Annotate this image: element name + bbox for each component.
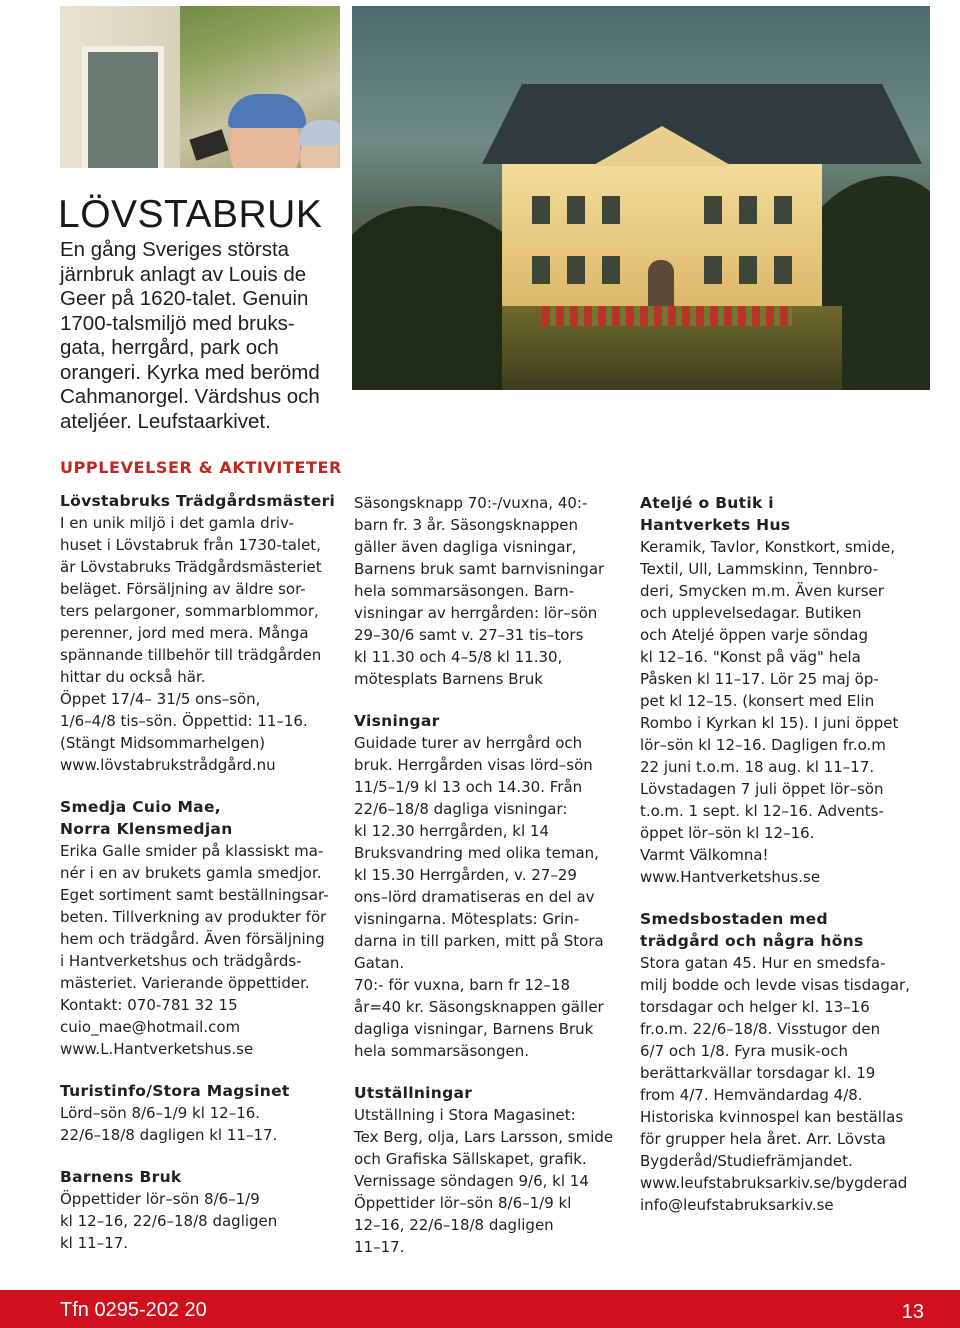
article-heading xyxy=(60,490,342,512)
footer-phone: Tfn 0295-202 20 xyxy=(60,1299,207,1321)
article-body xyxy=(640,952,925,1216)
article-heading-line: Hantverkets Hus xyxy=(640,516,791,534)
article-heading-line: Norra Klensmedjan xyxy=(60,820,233,838)
article-body-line: och upplevelsedagar. Butiken xyxy=(640,604,862,622)
article-body-line: pet kl 12–15. (konsert med Elin xyxy=(640,692,875,710)
column-3 xyxy=(640,492,925,1236)
article-body-line: Öppettider lör–sön 8/6–1/9 xyxy=(60,1190,260,1208)
article-body-line: år=40 kr. Säsongsknappen gäller xyxy=(354,998,604,1016)
article-block xyxy=(60,796,342,1060)
article-body-line: from 4/7. Hemvändardag 4/8. xyxy=(640,1086,863,1104)
article-body-line: 11–17. xyxy=(354,1238,405,1256)
intro-line: ateljéer. Leufstaarkivet. xyxy=(60,409,271,433)
article-heading-line: Smedja Cuio Mae, xyxy=(60,798,221,816)
article-body-line: kl 15.30 Herrgården, v. 27–29 xyxy=(354,866,577,884)
article-body-line: 1/6–4/8 tis–sön. Öppettid: 11–16. xyxy=(60,712,308,730)
article-heading-line: Smedsbostaden med xyxy=(640,910,828,928)
article-body-line: hela sommarsäsongen. xyxy=(354,1042,529,1060)
article-body xyxy=(60,1188,342,1254)
article-body-line: hela sommarsäsongen. Barn- xyxy=(354,582,575,600)
article-body-line: Vernissage söndagen 9/6, kl 14 xyxy=(354,1172,589,1190)
article-body-line: visningar av herrgården: lör–sön xyxy=(354,604,598,622)
article-body-line: Barnens bruk samt barnvisningar xyxy=(354,560,605,578)
article-body-line: Säsongsknapp 70:-/vuxna, 40:- xyxy=(354,494,588,512)
article-body-line: 22 juni t.o.m. 18 aug. kl 11–17. xyxy=(640,758,875,776)
article-body-line: spännande tillbehör till trädgården xyxy=(60,646,322,664)
article-block xyxy=(60,490,342,776)
article-block xyxy=(60,1080,342,1146)
article-block xyxy=(640,492,925,888)
article-body-line: Eget sortiment samt beställningsar- xyxy=(60,886,329,904)
article-body-line: Bygderåd/Studiefrämjandet. xyxy=(640,1152,853,1170)
article-body-line: www.lövstabrukstrådgård.nu xyxy=(60,756,276,774)
article-body-line: Utställning i Stora Magasinet: xyxy=(354,1106,576,1124)
article-body-line: och Grafiska Sällskapet, grafik. xyxy=(354,1150,587,1168)
article-body-line: fr.o.m. 22/6–18/8. Visstugor den xyxy=(640,1020,881,1038)
article-body xyxy=(354,1104,634,1258)
article-body-line: info@leufstabruksarkiv.se xyxy=(640,1196,834,1214)
article-body-line: Öppettider lör–sön 8/6–1/9 kl xyxy=(354,1194,572,1212)
article-body xyxy=(640,536,925,888)
article-body-line: Keramik, Tavlor, Konstkort, smide, xyxy=(640,538,895,556)
photo-manor-house xyxy=(352,6,930,390)
article-body-line: gäller även dagliga visningar, xyxy=(354,538,577,556)
article-block xyxy=(354,492,634,690)
article-body-line: i Hantverketshus och trädgårds- xyxy=(60,952,302,970)
article-body-line: www.Hantverketshus.se xyxy=(640,868,821,886)
article-body-line: Varmt Välkomna! xyxy=(640,846,769,864)
article-body-line: I en unik miljö i det gamla driv- xyxy=(60,514,294,532)
article-body-line: berättarkvällar torsdagar kl. 19 xyxy=(640,1064,876,1082)
article-body-line: Bruksvandring med olika teman, xyxy=(354,844,599,862)
article-body-line: Historiska kvinnospel kan beställas xyxy=(640,1108,904,1126)
article-body-line: Lövstadagen 7 juli öppet lör–sön xyxy=(640,780,884,798)
article-body-line: barn fr. 3 år. Säsongsknappen xyxy=(354,516,579,534)
article-body-line: Gatan. xyxy=(354,954,405,972)
article-body-line: perenner, jord med mera. Många xyxy=(60,624,309,642)
article-body-line: bruk. Herrgården visas lörd–sön xyxy=(354,756,593,774)
footer-bar xyxy=(0,1290,960,1328)
article-body xyxy=(60,512,342,776)
section-heading: UPPLEVELSER & AKTIVITETER xyxy=(60,458,342,477)
intro-line: Geer på 1620-talet. Genuin xyxy=(60,287,309,310)
article-body-line: 12–16, 22/6–18/8 dagligen xyxy=(354,1216,554,1234)
article-body xyxy=(60,840,342,1060)
article-block xyxy=(640,908,925,1216)
article-body-line: Öppet 17/4– 31/5 ons–sön, xyxy=(60,690,261,708)
article-heading-line: Lövstabruks Trädgårdsmästeri xyxy=(60,492,336,510)
article-body-line: beläget. Försäljning av äldre sor- xyxy=(60,580,306,598)
article-body-line: kl 12–16. "Konst på väg" hela xyxy=(640,648,861,666)
article-heading xyxy=(354,1082,634,1104)
article-body-line: Tex Berg, olja, Lars Larsson, smide xyxy=(354,1128,614,1146)
article-block xyxy=(60,1166,342,1254)
article-heading xyxy=(354,710,634,732)
article-body-line: huset i Lövstabruk från 1730-talet, xyxy=(60,536,321,554)
page-title: LÖVSTABRUK xyxy=(58,193,323,236)
article-body-line: ters pelargoner, sommarblommor, xyxy=(60,602,319,620)
intro-line: 1700-talsmiljö med bruks- xyxy=(60,311,295,335)
article-body-line: t.o.m. 1 sept. kl 12–16. Advents- xyxy=(640,802,884,820)
article-heading xyxy=(60,796,342,840)
intro-line: orangeri. Kyrka med berömd xyxy=(60,360,320,384)
article-body-line: öppet lör–sön kl 12–16. xyxy=(640,824,815,842)
intro-line: järnbruk anlagt av Louis de xyxy=(60,262,307,286)
article-body-line: Stora gatan 45. Hur en smedsfa- xyxy=(640,954,886,972)
article-body-line: dagliga visningar, Barnens Bruk xyxy=(354,1020,594,1038)
article-body-line: Erika Galle smider på klassiskt ma- xyxy=(60,842,324,860)
article-body-line: Kontakt: 070-781 32 15 xyxy=(60,996,238,1014)
article-body-line: 70:- för vuxna, barn fr 12–18 xyxy=(354,976,570,994)
article-body-line: hittar du också här. xyxy=(60,668,206,686)
article-body-line: 22/6–18/8 dagligen kl 11–17. xyxy=(60,1126,278,1144)
article-body-line: och Ateljé öppen varje söndag xyxy=(640,626,868,644)
article-body-line: Textil, Ull, Lammskinn, Tennbro- xyxy=(640,560,879,578)
article-body-line: (Stängt Midsommarhelgen) xyxy=(60,734,266,752)
article-body-line: www.leufstabruksarkiv.se/bygderad xyxy=(640,1174,908,1192)
article-heading xyxy=(640,492,925,536)
article-body-line: 11/5–1/9 kl 13 och 14.30. Från xyxy=(354,778,583,796)
column-2 xyxy=(354,492,634,1278)
article-body-line: kl 11–17. xyxy=(60,1234,129,1252)
article-heading xyxy=(60,1080,342,1102)
article-body-line: torsdagar och helger kl. 13–16 xyxy=(640,998,870,1016)
intro-text xyxy=(60,238,340,434)
article-body-line: darna in till parken, mitt på Stora xyxy=(354,932,604,950)
article-body-line: visningarna. Mötesplats: Grin- xyxy=(354,910,580,928)
page-number: 13 xyxy=(901,1301,924,1323)
article-heading-line: Utställningar xyxy=(354,1084,473,1102)
article-body-line: mästeriet. Varierande öppettider. xyxy=(60,974,310,992)
article-heading-line: Turistinfo/Stora Magsinet xyxy=(60,1082,290,1100)
article-body-line: för grupper hela året. Arr. Lövsta xyxy=(640,1130,886,1148)
article-heading xyxy=(60,1166,342,1188)
article-heading-line: Barnens Bruk xyxy=(60,1168,182,1186)
article-body xyxy=(354,492,634,690)
intro-line: Cahmanorgel. Värdshus och xyxy=(60,385,320,408)
article-body-line: mötesplats Barnens Bruk xyxy=(354,670,543,688)
article-body-line: Guidade turer av herrgård och xyxy=(354,734,583,752)
article-body-line: 29–30/6 samt v. 27–31 tis–tors xyxy=(354,626,584,644)
article-body xyxy=(354,732,634,1062)
article-heading xyxy=(640,908,925,952)
article-body-line: beten. Tillverkning av produkter för xyxy=(60,908,327,926)
article-body-line: ons–lörd dramatiseras en del av xyxy=(354,888,595,906)
article-block xyxy=(354,1082,634,1258)
article-heading-line: trädgård och några höns xyxy=(640,932,864,950)
article-body xyxy=(60,1102,342,1146)
article-body-line: deri, Smycken m.m. Även kurser xyxy=(640,582,884,600)
article-body-line: 22/6–18/8 dagliga visningar: xyxy=(354,800,568,818)
article-heading-line: Ateljé o Butik i xyxy=(640,494,774,512)
article-body-line: lör–sön kl 12–16. Dagligen fr.o.m xyxy=(640,736,886,754)
article-body-line: är Lövstabruks Trädgårdsmästeriet xyxy=(60,558,322,576)
article-body-line: cuio_mae@hotmail.com xyxy=(60,1018,241,1036)
article-body-line: 6/7 och 1/8. Fyra musik-och xyxy=(640,1042,848,1060)
article-body-line: kl 12–16, 22/6–18/8 dagligen xyxy=(60,1212,278,1230)
article-body-line: kl 12.30 herrgården, kl 14 xyxy=(354,822,549,840)
article-body-line: nér i en av brukets gamla smedjor. xyxy=(60,864,322,882)
article-block xyxy=(354,710,634,1062)
article-body-line: Påsken kl 11–17. Lör 25 maj öp- xyxy=(640,670,879,688)
article-heading-line: Visningar xyxy=(354,712,440,730)
column-1 xyxy=(60,490,342,1274)
article-body-line: Rombo i Kyrkan kl 15). I juni öppet xyxy=(640,714,899,732)
intro-line: gata, herrgård, park och xyxy=(60,336,279,359)
article-body-line: www.L.Hantverketshus.se xyxy=(60,1040,254,1058)
intro-line: En gång Sveriges största xyxy=(60,238,290,261)
article-body-line: milj bodde och levde visas tisdagar, xyxy=(640,976,910,994)
article-body-line: kl 11.30 och 4–5/8 kl 11.30, xyxy=(354,648,563,666)
article-body-line: Lörd–sön 8/6–1/9 kl 12–16. xyxy=(60,1104,261,1122)
article-body-line: hem och trädgård. Även försäljning xyxy=(60,930,325,948)
